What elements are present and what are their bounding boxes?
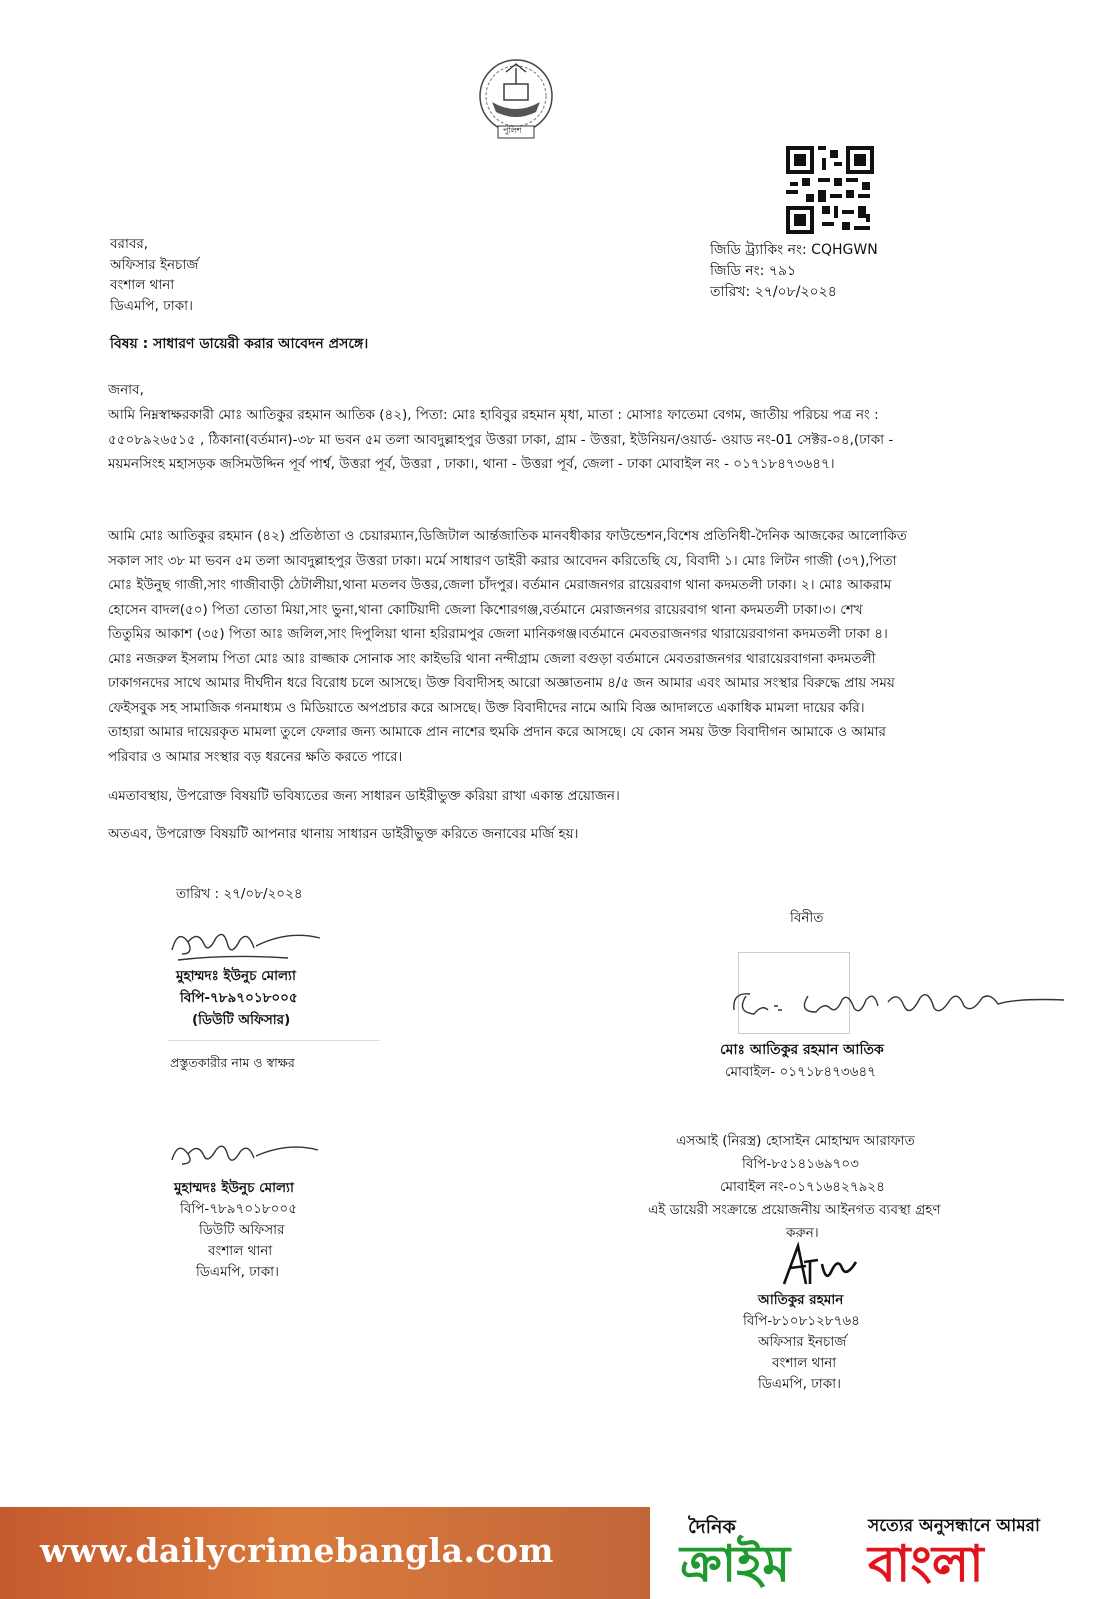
paragraph-line: তাহারা আমার দায়েরকৃত মামলা তুলে ফেলার জন্য আমাকে প্রান নাশের হুমকি প্রদান করে আসছে। যে কোন সময় উক্ত বিবাদীগন আমাকে ও আমার — [108, 724, 886, 740]
duty-officer-station: বংশাল থানা — [208, 1243, 273, 1259]
closing-word: বিনীত — [790, 910, 824, 926]
oc-bp: বিপি-৮১০৮১২৮৭৬৪ — [743, 1313, 860, 1329]
paragraph-line: হোসেন বাদল(৫০) পিতা তোতা মিয়া,সাং ভুনা,থানা কোটিয়াদী জেলা কিশোরগঞ্জ,বর্তমানে মেরাজনগর রায়েরবাগ থানা কদমতলী ঢাকা।৩। শেখ — [108, 601, 863, 618]
footer-banner — [0, 1507, 1110, 1599]
address-line: ডিএমপি, ঢাকা। — [110, 297, 193, 314]
website-link[interactable]: www.dailycrimebangla.com — [40, 1531, 554, 1570]
salutation: জনাব, — [108, 382, 144, 398]
oc-station: বংশাল থানা — [772, 1355, 837, 1371]
duty-officer-bp: বিপি-৭৮৯৭০১৮০০৫ — [180, 990, 298, 1006]
oc-instruction: এই ডায়েরী সংক্রান্তে প্রয়োজনীয় আইনগত ব্যবস্থা গ্রহণ — [648, 1202, 941, 1218]
applicant-name: মোঃ আতিকুর রহমান আতিক — [720, 1042, 884, 1058]
brand-word-bangla: বাংলা — [868, 1535, 984, 1593]
closing-paragraph: অতএব, উপরোক্ত বিষয়টি আপনার থানায় সাধারন ডাইরীভুক্ত করিতে জনাবের মর্জি হয়। — [108, 826, 579, 842]
duty-officer-name: মুহাম্মদঃ ইউনুচ মোল্যা — [176, 968, 296, 984]
brand-logo — [650, 1507, 1110, 1599]
qr-code-icon — [786, 146, 874, 234]
duty-officer-city: ডিএমপি, ঢাকা। — [196, 1264, 279, 1280]
address-line: অফিসার ইনচার্জ — [110, 256, 199, 273]
duty-officer-name-2: মুহাম্মদঃ ইউনুচ মোল্যা — [174, 1180, 294, 1196]
police-emblem-icon — [470, 54, 562, 144]
paragraph-line: ৫৫০৮৯২৬৫১৫ , ঠিকানা(বর্তমান)-৩৮ মা ভবন ৫ম তলা আবদুল্লাহপুর উত্তরা ঢাকা, গ্রাম - উত্তরা, ইউনিয়ন/ওয়ার্ড- ওয়াড নং-01 সেক্টর-০৪,(ঢাকা - — [108, 431, 894, 448]
paragraph-line: ময়মনসিংহ মহাসড়ক জসিমউদ্দিন পূর্ব পার্শ্ব, উত্তরা পূর্ব, উত্তরা , ঢাকা।, থানা - উত্তরা পূর্ব, জেলা - ঢাকা মোবাইল নং - ০১৭১৮৪৭৩৬৪৭। — [108, 456, 835, 472]
oc-name: আতিকুর রহমান — [758, 1292, 844, 1308]
complaint-paragraph — [108, 524, 988, 769]
si-name: এসআই (নিরস্ত্র) হোসাইন মোহাম্মদ আরাফাত — [676, 1133, 915, 1149]
paragraph-line: মোঃ ইউনুছ গাজী,সাং গাজীবাড়ী ঠেটালীয়া,থানা মতলব উত্তর,জেলা চাঁদপুর। বর্তমান মেরাজনগর রায়েরবাগ থানা কদমতলী ঢাকা। ২। মোঃ আকরাম — [108, 577, 892, 593]
paragraph-line: মোঃ নজরুল ইসলাম পিতা মোঃ আঃ রাজ্জাক সোনাক সাং কাইভরি থানা নন্দীগ্রাম জেলা বগুড়া বর্তমানে মেবতরাজনগর থারায়েরবাগনা কদমতলী — [108, 650, 876, 667]
oc-role: অফিসার ইনচার্জ — [758, 1334, 847, 1350]
oc-city: ডিএমপি, ঢাকা। — [758, 1376, 841, 1392]
oc-instruction-end: করুন। — [786, 1225, 819, 1241]
si-mobile: মোবাইল নং-০১৭১৬৪২৭৯২৪ — [720, 1179, 885, 1195]
gd-date: তারিখ: ২৭/০৮/২০২৪ — [710, 284, 837, 300]
duty-officer-role: (ডিউটি অফিসার) — [192, 1012, 291, 1028]
preparer-caption: প্রস্তুতকারীর নাম ও স্বাক্ষর — [170, 1055, 295, 1070]
duty-officer-signature-2-icon — [168, 1134, 328, 1174]
paragraph-line: পরিবার ও আমার সংস্থার বড় ধরনের ক্ষতি করতে পারে। — [108, 748, 403, 765]
applicant-signature-icon — [728, 982, 1068, 1028]
paragraph-line: আমি মোঃ আতিকুর রহমান (৪২) প্রতিষ্ঠাতা ও চেয়ারম্যান,ডিজিটাল আর্ন্তজাতিক মানবধীকার ফাউন্ডেশন,বিশেষ প্রতিনিধী-দৈনিক আজকের আলোকিত — [108, 528, 907, 544]
oc-signature-icon — [776, 1240, 866, 1290]
address-line: বরাবর, — [110, 236, 149, 252]
duty-officer-role-2: ডিউটি অফিসার — [199, 1222, 285, 1238]
gd-tracking: জিডি ট্র্যাকিং নং: CQHGWN — [710, 242, 878, 258]
paragraph-line: আমি নিম্নস্বাক্ষরকারী মোঃ আতিকুর রহমান আতিক (৪২), পিতা: মোঃ হাবিবুর রহমান মৃধা, মাতা : মোসাঃ ফাতেমা বেগম, জাতীয় পরিচয় পত্র নং : — [108, 407, 879, 423]
subject-line: বিষয় : সাধারণ ডায়েরী করার আবেদন প্রসঙ্গে। — [110, 336, 369, 352]
applicant-details-paragraph — [108, 403, 988, 477]
left-date: তারিখ : ২৭/০৮/২০২৪ — [176, 886, 303, 902]
brand-tagline: সত্যের অনুসন্ধানে আমরা — [868, 1516, 1040, 1536]
address-line: বংশাল থানা — [110, 277, 175, 293]
duty-officer-signature-icon — [168, 920, 328, 966]
applicant-mobile: মোবাইল- ০১৭১৮৪৭৩৬৪৭ — [725, 1064, 877, 1080]
footer-band — [0, 1507, 650, 1599]
request-paragraph: এমতাবস্থায়, উপরোক্ত বিষয়টি ভবিষ্যতের জন্য সাধারন ডাইরীভুক্ত করিয়া রাখা একান্ত প্রয়োজন। — [108, 788, 620, 804]
paragraph-line: ঢাকাগনদের সাথে আমার দীর্ঘদীন ধরে বিরোধ চলে আসছে। উক্ত বিবাদীসহ আরো অজ্ঞাতনাম ৪/৫ জন আমার এবং আমার সংস্থার বিরুদ্ধে প্রায় সময় — [108, 675, 895, 691]
brand-small: দৈনিক — [688, 1516, 736, 1538]
paragraph-line: সকাল সাং ৩৮ মা ভবন ৫ম তলা আবদুল্লাহপুর উত্তরা ঢাকা। মর্মে সাধারণ ডাইরী করার আবেদন করিতেছি যে, বিবাদী ১। মোঃ লিটন গাজী (৩৭),পিতা — [108, 552, 897, 569]
divider — [168, 1040, 380, 1041]
paragraph-line: তিতুমির আকাশ (৩৫) পিতা আঃ জলিল,সাং দিপুলিয়া থানা হরিরামপুর জেলা মানিকগঞ্জ।বর্তমানে মেবতরাজনগর থারায়েরবাগনা কদমতলী ঢাকা ৪। — [108, 626, 888, 642]
gd-number: জিডি নং: ৭৯১ — [710, 263, 797, 279]
brand-word-crime: ক্রাইম — [680, 1535, 791, 1593]
address-block — [110, 234, 198, 316]
paragraph-line: ফেইসবুক সহ সামাজিক গনমাধ্যম ও মিডিয়াতে অপপ্রচার করে আসছে। উক্ত বিবাদীদের নামে আমি বিজ্ঞ আদালতে একাধিক মামলা দায়ের করি। — [108, 699, 865, 716]
emblem-text: পুলিশ — [503, 126, 522, 135]
duty-officer-bp-2: বিপি-৭৮৯৭০১৮০০৫ — [180, 1201, 297, 1217]
si-bp: বিপি-৮৫১৪১৬৯৭০৩ — [742, 1156, 859, 1172]
